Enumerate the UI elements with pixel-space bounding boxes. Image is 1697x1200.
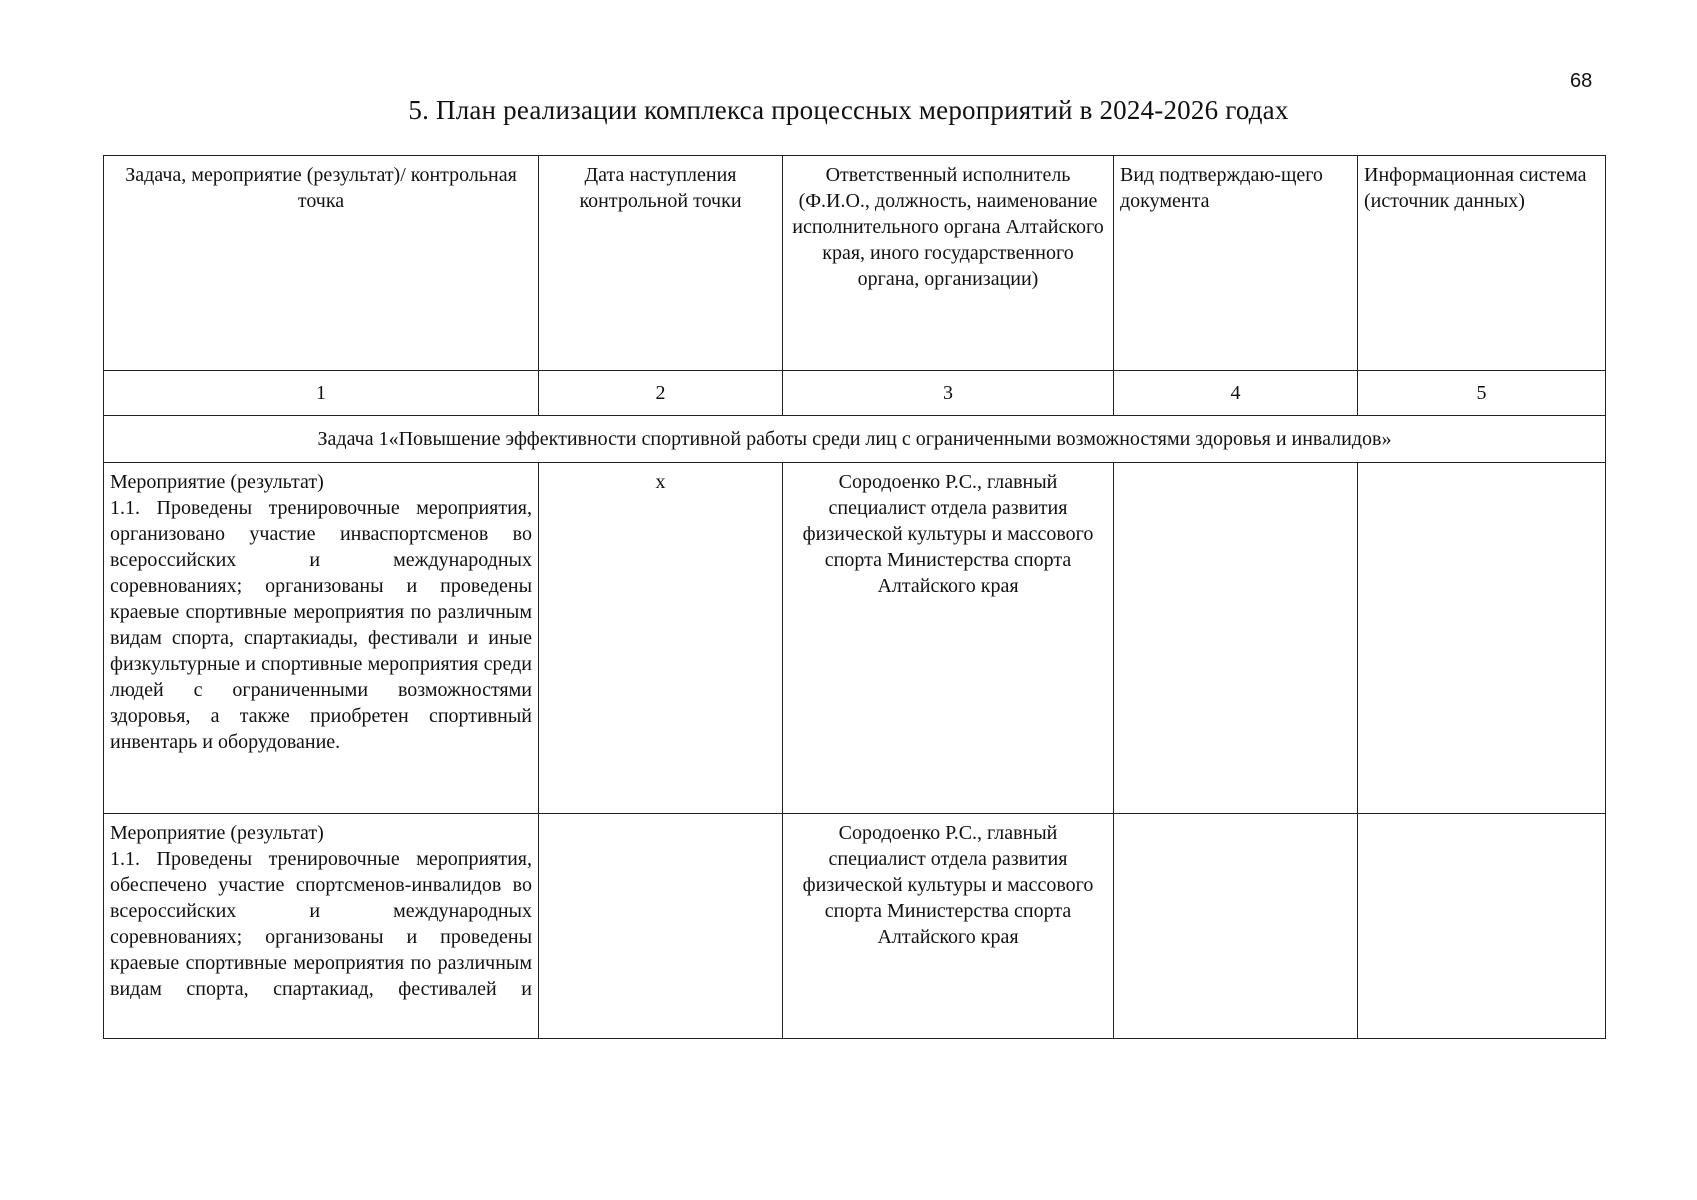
responsible-cell: Сородоенко Р.С., главный специалист отдела развития физической культуры и массового спорта Министерства спорта Алтайского края [783,814,1114,1039]
document-cell [1114,814,1358,1039]
activity-label: Мероприятие (результат) [110,471,324,493]
responsible-cell: Сородоенко Р.С., главный специалист отдела развития физической культуры и массового спорта Министерства спорта Алтайского края [783,463,1114,814]
activity-cell [104,463,539,814]
activity-label: Мероприятие (результат) [110,822,324,844]
column-number: 5 [1358,371,1606,416]
header-info-system: Информационная система (источник данных) [1358,156,1606,371]
column-number: 4 [1114,371,1358,416]
header-date: Дата наступления контрольной точки [539,156,783,371]
column-number: 2 [539,371,783,416]
header-document: Вид подтверждаю-щего документа [1114,156,1358,371]
date-cell [539,814,783,1039]
info-system-cell [1358,463,1606,814]
info-system-cell [1358,814,1606,1039]
table-row [104,814,1606,1039]
activity-text: 1.1. Проведены тренировочные мероприятия, обеспечено участие спортсменов-инвалидов во всероссийских и международных соревнованиях; организованы и проведены краевые спортивные мероприятия по различным видам спорта, спартакиад, фестивалей и [110,848,532,1000]
activity-text: 1.1. Проведены тренировочные мероприятия, организовано участие инваспортсменов во всероссийских и международных соревнованиях; организованы и проведены краевые спортивные мероприятия по различным видам спорта, спартакиады, фестивали и иные физкультурные и спортивные мероприятия среди людей с ограниченными возможностями здоровья, а также приобретен спортивный инвентарь и оборудование. [110,497,532,753]
document-cell [1114,463,1358,814]
date-cell: х [539,463,783,814]
header-responsible: Ответственный исполнитель (Ф.И.О., должность, наименование исполнительного органа Алтайского края, иного государственного органа, организации) [783,156,1114,371]
column-numbers-row [104,371,1606,416]
task-title: Задача 1«Повышение эффективности спортивной работы среди лиц с ограниченными возможностями здоровья и инвалидов» [104,416,1606,463]
table-row [104,463,1606,814]
column-number: 1 [104,371,539,416]
page-number: 68 [1570,70,1593,92]
header-row [104,156,1606,371]
header-activity: Задача, мероприятие (результат)/ контрольная точка [104,156,539,371]
column-number: 3 [783,371,1114,416]
page-title: 5. План реализации комплекса процессных мероприятий в 2024-2026 годах [408,95,1289,125]
task-row [104,416,1606,463]
activity-cell [104,814,539,1039]
plan-table [103,155,1606,1039]
